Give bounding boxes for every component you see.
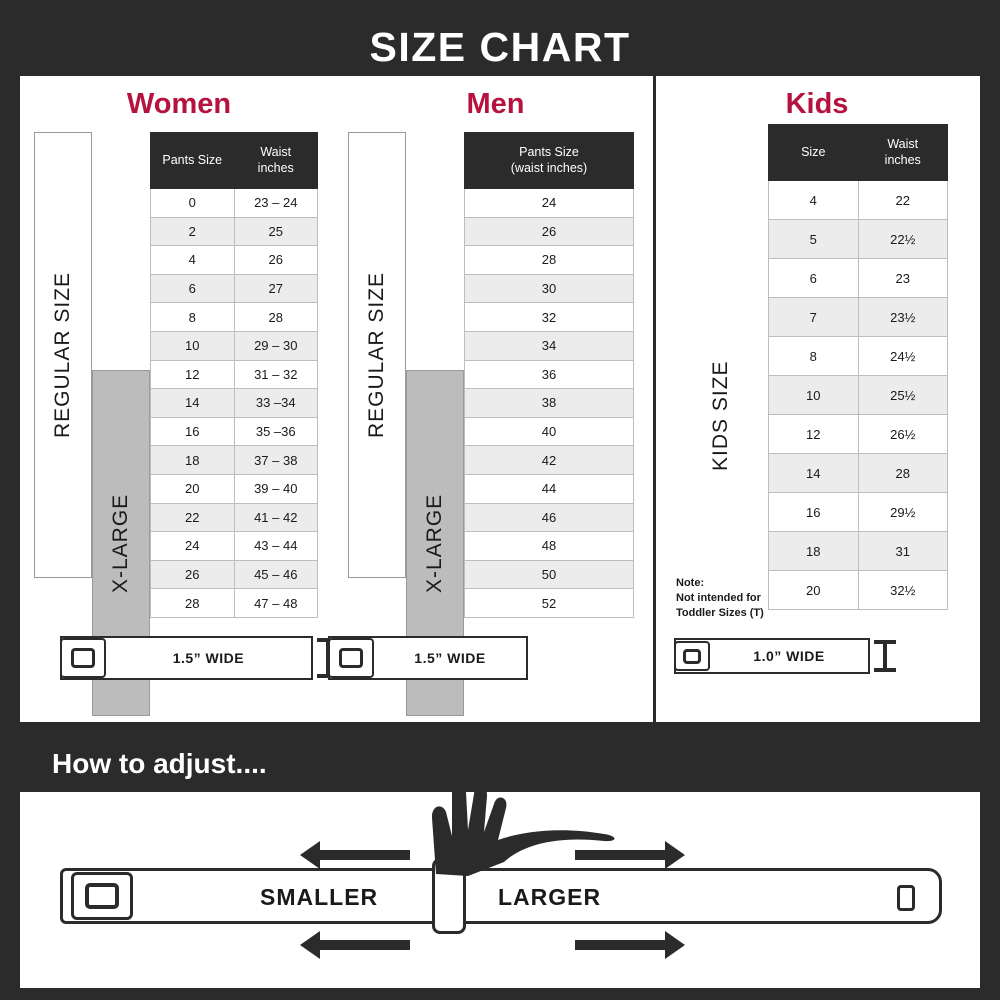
- cell-waist: 38: [465, 389, 634, 418]
- cell-size: 16: [151, 417, 235, 446]
- cell-waist: 26: [234, 246, 318, 275]
- table-row: [151, 389, 318, 418]
- cell-size: 10: [151, 331, 235, 360]
- cell-size: 22: [151, 503, 235, 532]
- table-row: [465, 560, 634, 589]
- table-row: [769, 298, 948, 337]
- table-row: [465, 446, 634, 475]
- table-row: [151, 331, 318, 360]
- cell-waist: 32½: [858, 571, 948, 610]
- kids-heading-label: Kids: [785, 88, 849, 120]
- cell-waist: 37 – 38: [234, 446, 318, 475]
- cell-size: 20: [769, 571, 859, 610]
- men-heading-label: Men: [466, 88, 525, 120]
- men-col-header-pants: Pants Size (waist inches): [465, 133, 634, 189]
- men-xlarge-text: X-LARGE: [423, 493, 446, 593]
- cell-waist: 24: [465, 189, 634, 218]
- table-row: [465, 389, 634, 418]
- table-row: [151, 503, 318, 532]
- cell-waist: 47 – 48: [234, 589, 318, 618]
- table-row: [151, 246, 318, 275]
- table-row: [769, 415, 948, 454]
- cell-waist: 29 – 30: [234, 331, 318, 360]
- table-row: [465, 474, 634, 503]
- page-title-bar: [20, 18, 980, 76]
- table-row: [769, 493, 948, 532]
- women-column: [20, 76, 338, 722]
- table-row: [465, 360, 634, 389]
- cell-waist: 43 – 44: [234, 532, 318, 561]
- cell-waist: 35 –36: [234, 417, 318, 446]
- cell-size: 6: [769, 259, 859, 298]
- page-title: SIZE CHART: [369, 23, 631, 70]
- cell-waist: 33 –34: [234, 389, 318, 418]
- belt-buckle-icon: [674, 641, 710, 671]
- table-row: [151, 474, 318, 503]
- table-row: [465, 189, 634, 218]
- table-row: [769, 454, 948, 493]
- cell-waist: 40: [465, 417, 634, 446]
- cell-size: 24: [151, 532, 235, 561]
- cell-size: 7: [769, 298, 859, 337]
- belt-buckle-icon: [60, 638, 106, 678]
- cell-waist: 45 – 46: [234, 560, 318, 589]
- cell-waist: 23 – 24: [234, 189, 318, 218]
- table-row: [465, 217, 634, 246]
- women-size-table: [150, 132, 318, 618]
- table-row: [465, 532, 634, 561]
- kids-belt-width-label: 1.0” WIDE: [753, 648, 825, 664]
- cell-size: 28: [151, 589, 235, 618]
- cell-size: 4: [769, 181, 859, 220]
- cell-size: 4: [151, 246, 235, 275]
- cell-waist: 28: [234, 303, 318, 332]
- cell-size: 8: [769, 337, 859, 376]
- cell-waist: 31 – 32: [234, 360, 318, 389]
- cell-waist: 39 – 40: [234, 474, 318, 503]
- table-row: [465, 303, 634, 332]
- table-row: [151, 532, 318, 561]
- table-row: [465, 503, 634, 532]
- cell-waist: 25½: [858, 376, 948, 415]
- women-heading-label: Women: [126, 88, 232, 120]
- cell-size: 18: [151, 446, 235, 475]
- cell-size: 14: [769, 454, 859, 493]
- kids-size-table: [768, 124, 948, 610]
- arrow-left-top: [320, 850, 410, 860]
- cell-waist: 32: [465, 303, 634, 332]
- men-column: [338, 76, 656, 722]
- table-row: [769, 220, 948, 259]
- cell-waist: 42: [465, 446, 634, 475]
- table-row: [769, 337, 948, 376]
- belt-strap: [674, 638, 870, 674]
- kids-note-line3: Toddler Sizes (T): [676, 606, 764, 619]
- cell-waist: 50: [465, 560, 634, 589]
- kids-col-header-size: Size: [769, 125, 859, 181]
- men-belt-diagram: [218, 636, 638, 680]
- table-row: [151, 303, 318, 332]
- table-row: [769, 259, 948, 298]
- table-row: [151, 360, 318, 389]
- men-regular-size-text: REGULAR SIZE: [365, 271, 388, 439]
- cell-waist: 44: [465, 474, 634, 503]
- how-to-adjust-panel: [20, 792, 980, 988]
- larger-label: LARGER: [498, 884, 602, 910]
- belt-tip-hole-icon: [897, 885, 915, 911]
- table-row: [465, 417, 634, 446]
- cell-size: 6: [151, 274, 235, 303]
- women-belt-width-label: 1.5” WIDE: [172, 650, 245, 666]
- cell-size: 8: [151, 303, 235, 332]
- table-row: [151, 217, 318, 246]
- cell-size: 2: [151, 217, 235, 246]
- table-row: [769, 181, 948, 220]
- men-regular-size-label: [348, 132, 406, 578]
- cell-waist: 26½: [858, 415, 948, 454]
- kids-belt-diagram: [674, 638, 974, 674]
- kids-size-label: [692, 266, 750, 566]
- cell-waist: 31: [858, 532, 948, 571]
- cell-size: 26: [151, 560, 235, 589]
- cell-size: 20: [151, 474, 235, 503]
- cell-waist: 24½: [858, 337, 948, 376]
- women-table-body: [151, 189, 318, 618]
- kids-note-line1: Note:: [676, 577, 705, 589]
- table-row: [769, 376, 948, 415]
- table-row: [769, 532, 948, 571]
- cell-size: 12: [151, 360, 235, 389]
- women-regular-size-label: [34, 132, 92, 578]
- cell-waist: 30: [465, 274, 634, 303]
- arrow-left-bottom: [320, 940, 410, 950]
- cell-waist: 22: [858, 181, 948, 220]
- table-row: [769, 571, 948, 610]
- women-xlarge-text: X-LARGE: [109, 493, 132, 593]
- kids-heading: [656, 76, 978, 128]
- cell-waist: 36: [465, 360, 634, 389]
- kids-table-body: [769, 181, 948, 610]
- cell-waist: 46: [465, 503, 634, 532]
- cell-size: 14: [151, 389, 235, 418]
- table-row: [465, 331, 634, 360]
- belt-buckle-icon: [71, 872, 133, 920]
- cell-size: 0: [151, 189, 235, 218]
- arrow-right-bottom: [575, 940, 665, 950]
- cell-size: 12: [769, 415, 859, 454]
- table-row: [151, 189, 318, 218]
- cell-waist: 52: [465, 589, 634, 618]
- cell-waist: 22½: [858, 220, 948, 259]
- cell-waist: 25: [234, 217, 318, 246]
- women-heading: [20, 76, 338, 128]
- how-to-adjust-heading: How to adjust....: [52, 748, 267, 779]
- smaller-label: SMALLER: [260, 884, 379, 910]
- cell-waist: 48: [465, 532, 634, 561]
- table-row: [465, 246, 634, 275]
- cell-waist: 29½: [858, 493, 948, 532]
- width-measure-icon: [874, 640, 896, 672]
- cell-waist: 26: [465, 217, 634, 246]
- belt-buckle-icon: [328, 638, 374, 678]
- men-heading: [338, 76, 653, 128]
- cell-size: 18: [769, 532, 859, 571]
- size-tables-panel: [20, 76, 980, 722]
- men-table-body: [465, 189, 634, 618]
- table-row: [151, 274, 318, 303]
- women-regular-size-text: REGULAR SIZE: [51, 271, 74, 439]
- table-row: [151, 446, 318, 475]
- table-row: [151, 417, 318, 446]
- kids-column: [656, 76, 978, 722]
- table-row: [151, 560, 318, 589]
- cell-waist: 27: [234, 274, 318, 303]
- cell-waist: 28: [465, 246, 634, 275]
- men-belt-width-label: 1.5” WIDE: [414, 650, 486, 666]
- cell-waist: 28: [858, 454, 948, 493]
- table-row: [151, 589, 318, 618]
- cell-size: 16: [769, 493, 859, 532]
- kids-col-header-waist: Waist inches: [858, 125, 948, 181]
- cell-waist: 34: [465, 331, 634, 360]
- table-row: [465, 589, 634, 618]
- belt-strap: [328, 636, 528, 680]
- cell-size: 5: [769, 220, 859, 259]
- cell-size: 10: [769, 376, 859, 415]
- women-col-header-waist: Waist inches: [234, 133, 318, 189]
- women-col-header-pants: Pants Size: [151, 133, 235, 189]
- table-row: [465, 274, 634, 303]
- kids-note-line2: Not intended for: [676, 591, 761, 604]
- cell-waist: 41 – 42: [234, 503, 318, 532]
- kids-size-text: KIDS SIZE: [709, 360, 732, 472]
- men-size-table: [464, 132, 634, 618]
- cell-waist: 23½: [858, 298, 948, 337]
- hand-illustration-icon: [408, 778, 648, 878]
- cell-waist: 23: [858, 259, 948, 298]
